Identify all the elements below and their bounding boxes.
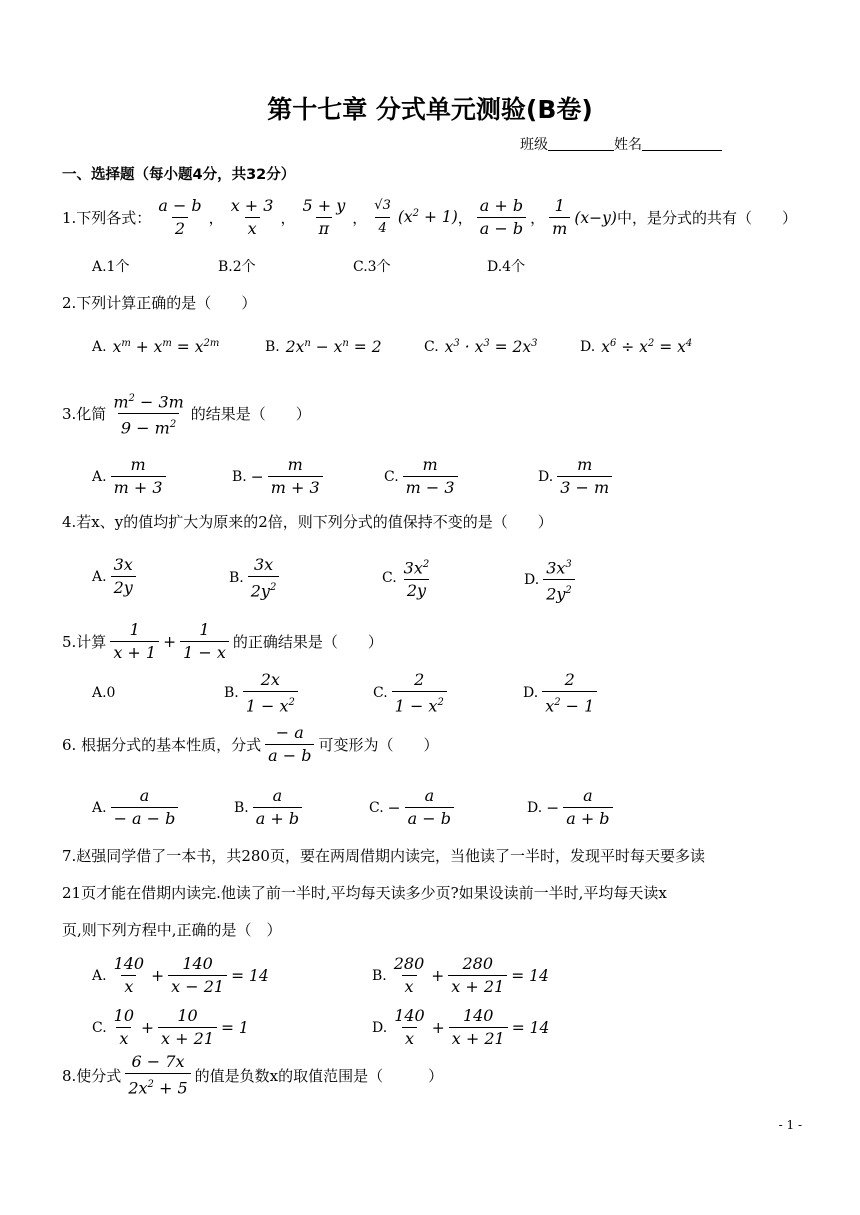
q4-option-b: B. $\frac{3x}{2y^2}$	[229, 555, 283, 601]
question-8: 8.使分式 $\frac{6 - 7x}{2x^2 + 5}$ 的值是负数x的取值范围是（ ）	[62, 1052, 444, 1098]
q7-option-b: B. $\frac{280}{x}$ + $\frac{280}{x + 21}$ = 14	[372, 954, 549, 996]
q1-expr-3: $\frac{5 + y}{\pi}$	[302, 196, 346, 238]
q4-option-c: C. $\frac{3x^2}{2y}$	[382, 558, 430, 601]
q2-option-d: D. $x^6 \div x^2 = x^4$	[580, 338, 693, 357]
page-title: 第十七章 分式单元测验(B卷)	[267, 95, 593, 124]
question-4: 4.若x、y的值均扩大为原来的2倍，则下列分式的值保持不变的是（ ）	[62, 513, 553, 531]
q5-option-d: D. $\frac{2}{x^2 - 1}$	[523, 670, 601, 716]
q8-expression: $\frac{6 - 7x}{2x^2 + 5}$	[125, 1052, 190, 1098]
q1-expr-6: $\frac{1}{m}$	[549, 196, 570, 239]
q3-option-b: B. − $\frac{m}{m + 3}$	[232, 455, 327, 498]
q3-option-d: D. $\frac{m}{3 - m}$	[538, 455, 616, 498]
q2-option-c: C. $x^3 \cdot x^3 = 2x^3$	[424, 338, 538, 357]
q5-term-1: $\frac{1}{x + 1}$	[110, 620, 159, 663]
q7-option-c: C. $\frac{10}{x}$ + $\frac{10}{x + 21}$ = 1	[92, 1006, 249, 1048]
page-number: - 1 -	[778, 1118, 802, 1132]
q5-term-2: $\frac{1}{1 - x}$	[180, 620, 229, 663]
q6-expression: $\frac{- a}{a - b}$	[265, 723, 314, 766]
question-3: 3.化简 $\frac{m^2 - 3m}{9 - m^2}$ 的结果是（ ）	[62, 389, 311, 439]
q1-prefix: 1.下列各式：	[62, 209, 152, 227]
q3-option-c: C. $\frac{m}{m - 3}$	[384, 455, 462, 498]
class-blank	[548, 136, 614, 151]
q6-option-b: B. $\frac{a}{a + b}$	[234, 786, 306, 829]
q4-option-d: D. $\frac{3x^3}{2y^2}$	[524, 555, 579, 605]
q1-expr-4: $\frac{√3}{4}$	[371, 196, 394, 239]
q1-suffix: 中，是分式的共有（ ）	[616, 209, 797, 227]
q1-expr-2: $\frac{x + 3}{x}$	[230, 196, 274, 238]
q1-option-b: B.2个	[218, 259, 256, 275]
class-label: 班级	[520, 137, 548, 153]
q1-expr-5: $\frac{a + b}{a - b}$	[477, 196, 526, 239]
question-5: 5.计算 $\frac{1}{x + 1}$ + $\frac{1}{1 - x}$ 的正确结果是（ ）	[62, 620, 383, 662]
question-2: 2.下列计算正确的是（ ）	[62, 294, 257, 312]
q7-option-d: D. $\frac{140}{x}$ + $\frac{140}{x + 21}$ = 14	[372, 1006, 550, 1048]
q1-expr-1: $\frac{a - b}{2}$	[158, 196, 202, 238]
q3-expression: $\frac{m^2 - 3m}{9 - m^2}$	[113, 392, 184, 438]
q6-option-d: D. − $\frac{a}{a + b}$	[527, 786, 617, 829]
q7-line-3: 页,则下列方程中,正确的是（ ）	[62, 921, 282, 939]
q7-line-2: 21页才能在借期内读完.他读了前一半时,平均每天读多少页?如果设读前一半时,平均每天读x	[62, 884, 667, 902]
name-blank	[642, 136, 722, 151]
student-info	[520, 134, 722, 154]
q1-expr-6-paren: (x−y)	[574, 208, 617, 227]
q4-option-a: A. $\frac{3x}{2y}$	[92, 555, 140, 598]
q5-option-c: C. $\frac{2}{1 - x^2}$	[373, 670, 451, 716]
q2-option-b: B. $2x^n - x^n = 2$	[265, 338, 382, 357]
q6-option-a: A. $\frac{a}{- a - b}$	[92, 786, 182, 829]
q6-option-c: C. − $\frac{a}{a - b}$	[369, 786, 458, 829]
question-1: 1.下列各式： $\frac{a - b}{2}$ ， $\frac{x + 3}{x}$ ， $\frac{5 + y}{\pi}$ ， $\frac{√3}{4}$ $(x^2 + 1)$ ， $\frac{a + b}{a - b}$ ， $\frac{1}{m}$ (x−y) 中，是分式的共有（ ）	[62, 196, 797, 238]
q1-option-a: A.1个	[92, 259, 130, 275]
q3-option-a: A. $\frac{m}{m + 3}$	[92, 455, 170, 498]
q2-option-a: A. $x^m + x^m = x^{2m}$	[92, 338, 220, 357]
q5-option-a: A.0	[92, 685, 116, 701]
name-label: 姓名	[614, 137, 642, 153]
q7-line-1: 7.赵强同学借了一本书，共280页，要在两周借期内读完，当他读了一半时，发现平时每天要多读	[62, 847, 705, 865]
question-6: 6. 根据分式的基本性质，分式 $\frac{- a}{a - b}$ 可变形为（ ）	[62, 723, 439, 765]
q7-option-a: A. $\frac{140}{x}$ + $\frac{140}{x - 21}$ = 14	[92, 954, 269, 996]
question-7	[62, 838, 822, 949]
q1-expr-4-paren: $(x^2 + 1)$	[397, 208, 458, 227]
q1-option-c: C.3个	[353, 259, 391, 275]
section-heading: 一、选择题（每小题4分，共32分）	[62, 167, 296, 183]
q1-option-d: D.4个	[487, 259, 526, 275]
q5-option-b: B. $\frac{2x}{1 - x^2}$	[224, 670, 302, 716]
